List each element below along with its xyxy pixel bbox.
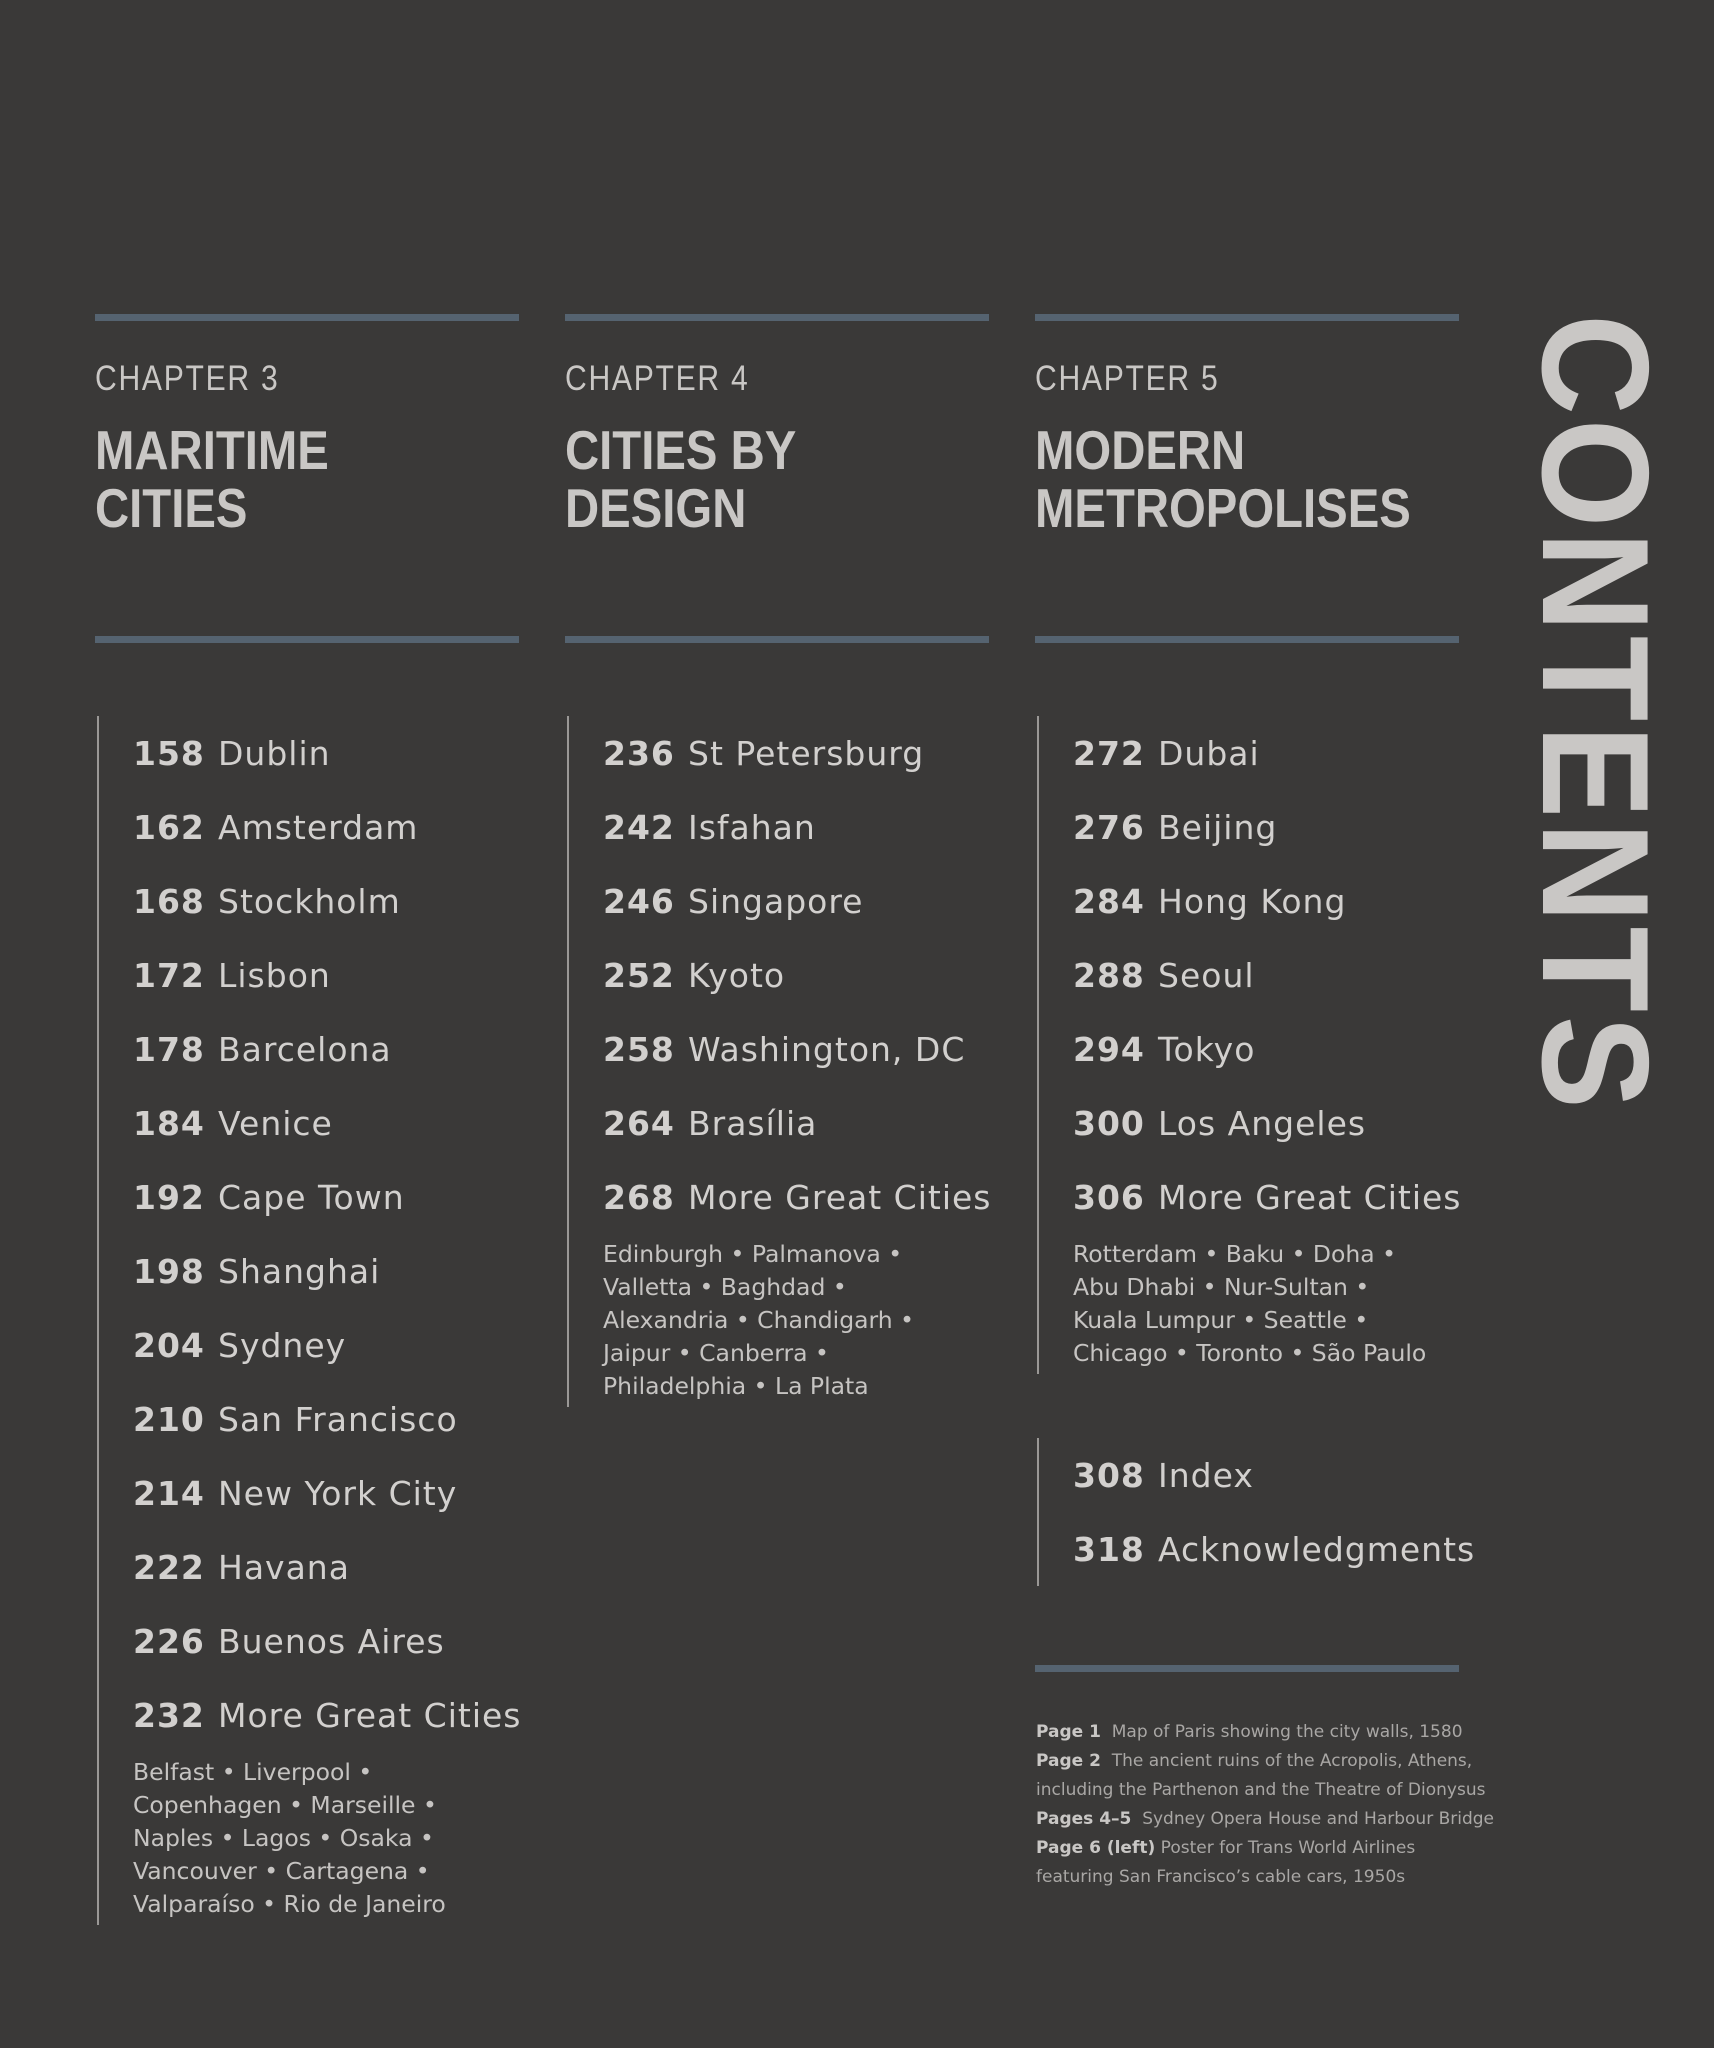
entry-name: Beijing	[1158, 807, 1278, 847]
entry-name: Sydney	[218, 1325, 347, 1365]
toc-entry[interactable]	[603, 1160, 991, 1234]
page-number: 242	[603, 807, 675, 847]
entry-name: Hong Kong	[1158, 881, 1347, 921]
chapter-5-entries	[1037, 716, 1461, 1374]
chapter-4-column	[565, 314, 992, 1400]
toc-entry[interactable]	[603, 864, 991, 938]
credit-note	[1036, 1718, 1496, 1747]
toc-entry[interactable]	[603, 1012, 991, 1086]
entry-name: Dubai	[1158, 733, 1260, 773]
more-cities-line: Alexandria • Chandigarh •	[603, 1306, 914, 1334]
more-cities-line: Edinburgh • Palmanova •	[603, 1240, 903, 1268]
toc-entry[interactable]	[133, 1456, 521, 1530]
toc-entry[interactable]	[603, 1086, 991, 1160]
toc-entry[interactable]	[133, 1160, 521, 1234]
page-number: 246	[603, 881, 675, 921]
chapter-title: MARITIME CITIES	[95, 419, 329, 539]
top-rule	[95, 314, 519, 321]
more-cities-line: Rotterdam • Baku • Doha •	[1073, 1240, 1396, 1268]
top-rule	[565, 314, 989, 321]
toc-entry[interactable]	[133, 1382, 521, 1456]
page-number: 204	[133, 1325, 205, 1365]
page-number: 308	[1073, 1455, 1145, 1495]
more-cities-line: Vancouver • Cartagena •	[133, 1857, 430, 1885]
entry-name: Shanghai	[218, 1251, 381, 1291]
page-number: 192	[133, 1177, 205, 1217]
toc-entry[interactable]	[133, 1604, 521, 1678]
entry-name: Index	[1158, 1455, 1254, 1495]
page-number: 258	[603, 1029, 675, 1069]
entry-name: Tokyo	[1158, 1029, 1256, 1069]
toc-entry[interactable]	[133, 1234, 521, 1308]
credit-text: The ancient ruins of the Acropolis, Athens, including the Parthenon and the Theatre of Dionysus	[1036, 1751, 1486, 1800]
more-cities-line: Kuala Lumpur • Seattle •	[1073, 1306, 1369, 1334]
toc-entry-index[interactable]	[1073, 1438, 1475, 1512]
more-cities-list	[1073, 1234, 1461, 1374]
more-cities-line: Abu Dhabi • Nur-Sultan •	[1073, 1273, 1370, 1301]
entry-name: Seoul	[1158, 955, 1255, 995]
chapter-label: CHAPTER 4	[565, 359, 750, 398]
back-matter-entries	[1037, 1438, 1475, 1586]
more-cities-list	[133, 1752, 521, 1925]
more-cities-line: Valparaíso • Rio de Janeiro	[133, 1890, 446, 1918]
credit-text: Poster for Trans World Airlines featuring San Francisco’s cable cars, 1950s	[1036, 1838, 1416, 1887]
chapter-5-column	[1035, 314, 1462, 1367]
toc-entry[interactable]	[1073, 1012, 1461, 1086]
toc-entry[interactable]	[133, 1012, 521, 1086]
entry-name: Washington, DC	[688, 1029, 966, 1069]
toc-entry-acknowledgments[interactable]	[1073, 1512, 1475, 1586]
chapter-label: CHAPTER 3	[95, 359, 280, 398]
credit-note	[1036, 1834, 1496, 1892]
entry-name: Los Angeles	[1158, 1103, 1367, 1143]
entry-name: Barcelona	[218, 1029, 392, 1069]
entry-name: New York City	[218, 1473, 458, 1513]
more-cities-line: Belfast • Liverpool •	[133, 1758, 373, 1786]
more-cities-line: Philadelphia • La Plata	[603, 1372, 869, 1400]
page-number: 252	[603, 955, 675, 995]
entry-name: Kyoto	[688, 955, 786, 995]
bottom-rule	[95, 636, 519, 643]
entry-name: More Great Cities	[1158, 1177, 1462, 1217]
more-cities-line: Copenhagen • Marseille •	[133, 1791, 437, 1819]
page-number: 210	[133, 1399, 205, 1439]
credit-text: Sydney Opera House and Harbour Bridge	[1142, 1809, 1494, 1829]
toc-entry[interactable]	[1073, 790, 1461, 864]
page-number: 198	[133, 1251, 205, 1291]
toc-entry[interactable]	[133, 1086, 521, 1160]
page-number: 268	[603, 1177, 675, 1217]
page-number: 184	[133, 1103, 205, 1143]
page-number: 272	[1073, 733, 1145, 773]
entry-name: Isfahan	[688, 807, 816, 847]
entry-name: Cape Town	[218, 1177, 405, 1217]
page-number: 288	[1073, 955, 1145, 995]
toc-entry[interactable]	[133, 864, 521, 938]
top-rule	[1035, 314, 1459, 321]
toc-entry[interactable]	[603, 790, 991, 864]
entry-name: Buenos Aires	[218, 1621, 445, 1661]
toc-entry[interactable]	[1073, 1086, 1461, 1160]
credit-note	[1036, 1805, 1496, 1834]
entry-name: Lisbon	[218, 955, 331, 995]
page-number: 276	[1073, 807, 1145, 847]
notes-rule	[1035, 1665, 1459, 1672]
credit-note	[1036, 1747, 1496, 1805]
page-number: 294	[1073, 1029, 1145, 1069]
toc-entry[interactable]	[133, 1678, 521, 1752]
page-number: 306	[1073, 1177, 1145, 1217]
page-number: 168	[133, 881, 205, 921]
page-number: 222	[133, 1547, 205, 1587]
entry-name: St Petersburg	[688, 733, 925, 773]
chapter-label: CHAPTER 5	[1035, 359, 1220, 398]
page-number: 214	[133, 1473, 205, 1513]
entry-name: Acknowledgments	[1158, 1529, 1476, 1569]
page-number: 300	[1073, 1103, 1145, 1143]
page-number: 158	[133, 733, 205, 773]
entry-name: Dublin	[218, 733, 331, 773]
credit-text: Map of Paris showing the city walls, 1580	[1111, 1722, 1463, 1742]
toc-entry[interactable]	[1073, 864, 1461, 938]
page-number: 264	[603, 1103, 675, 1143]
entry-name: Havana	[218, 1547, 350, 1587]
chapter-4-entries	[567, 716, 991, 1407]
toc-entry[interactable]	[1073, 1160, 1461, 1234]
more-cities-line: Jaipur • Canberra •	[603, 1339, 829, 1367]
credit-ref: Pages 4–5	[1036, 1809, 1132, 1829]
more-cities-line: Valletta • Baghdad •	[603, 1273, 847, 1301]
chapter-3-entries	[97, 716, 521, 1925]
credit-ref: Page 2	[1036, 1751, 1101, 1771]
page-number: 232	[133, 1695, 205, 1735]
chapter-title: CITIES BY DESIGN	[565, 419, 796, 539]
page-number: 172	[133, 955, 205, 995]
page-number: 284	[1073, 881, 1145, 921]
chapter-3-column	[95, 314, 522, 1918]
entry-name: More Great Cities	[218, 1695, 522, 1735]
toc-entry[interactable]	[603, 716, 991, 790]
bottom-rule	[1035, 636, 1459, 643]
entry-name: Singapore	[688, 881, 864, 921]
page-number: 162	[133, 807, 205, 847]
entry-name: Stockholm	[218, 881, 401, 921]
more-cities-line: Chicago • Toronto • São Paulo	[1073, 1339, 1427, 1367]
toc-entry[interactable]	[133, 716, 521, 790]
bottom-rule	[565, 636, 989, 643]
entry-name: Brasília	[688, 1103, 818, 1143]
credit-ref: Page 6 (left)	[1036, 1838, 1156, 1858]
chapter-title: MODERN METROPOLISES	[1035, 419, 1411, 539]
more-cities-list	[603, 1234, 991, 1407]
toc-entry[interactable]	[133, 790, 521, 864]
toc-entry[interactable]	[603, 938, 991, 1012]
page-number: 318	[1073, 1529, 1145, 1569]
more-cities-line: Naples • Lagos • Osaka •	[133, 1824, 434, 1852]
toc-entry[interactable]	[1073, 938, 1461, 1012]
toc-entry[interactable]	[133, 1530, 521, 1604]
credit-ref: Page 1	[1036, 1722, 1101, 1742]
picture-credits	[1036, 1718, 1496, 1892]
toc-entry[interactable]	[133, 938, 521, 1012]
entry-name: More Great Cities	[688, 1177, 992, 1217]
toc-entry[interactable]	[1073, 716, 1461, 790]
page-title: CONTENTS	[1510, 314, 1680, 1113]
entry-name: San Francisco	[218, 1399, 458, 1439]
toc-entry[interactable]	[133, 1308, 521, 1382]
entry-name: Venice	[218, 1103, 333, 1143]
page-number: 236	[603, 733, 675, 773]
page-number: 226	[133, 1621, 205, 1661]
entry-name: Amsterdam	[218, 807, 419, 847]
page-number: 178	[133, 1029, 205, 1069]
